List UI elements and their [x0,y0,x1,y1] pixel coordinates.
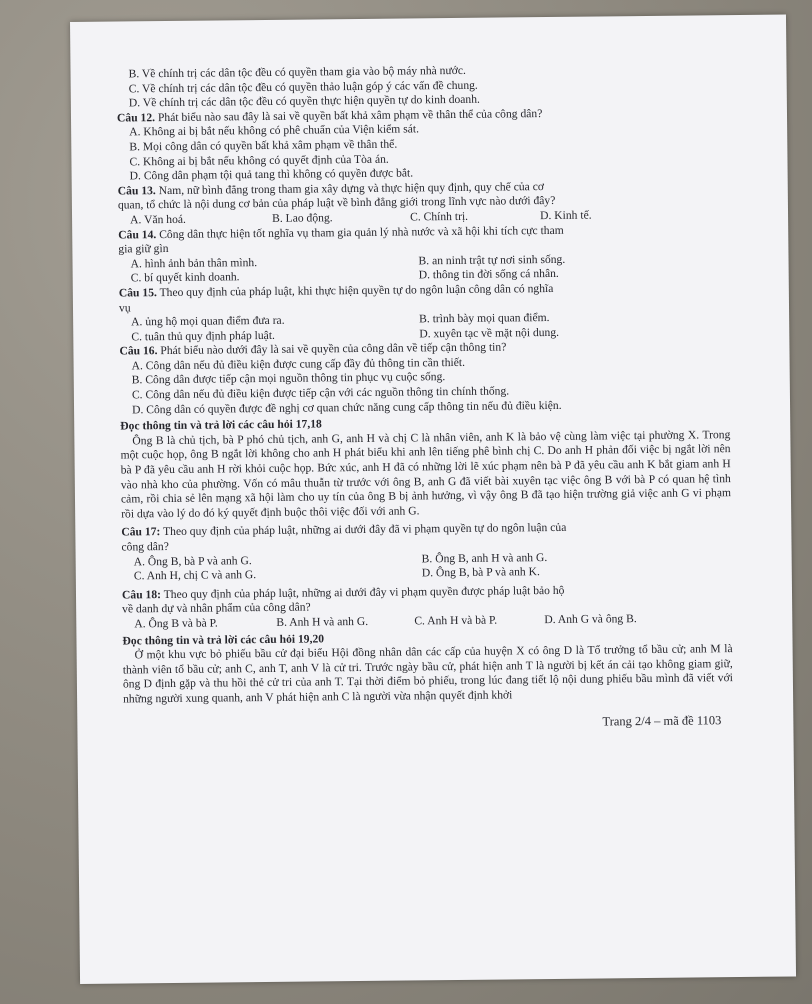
answer-16b: B. Công dân được tiếp cận mọi nguồn thông tin phục vụ cuộc sống. [131,370,446,387]
answer-17d: D. Ông B, bà P và anh K. [421,565,540,580]
answer-13c: C. Chính trị. [409,209,469,224]
q12-number: Câu 12. [116,110,156,125]
exam-paper [70,15,796,984]
answer-13b: B. Lao động. [271,211,333,225]
q13-number: Câu 13. [117,183,156,198]
answer-18c: C. Anh H và bà P. [414,613,498,628]
q18-text-2: về danh dự và nhân phẩm của công dân? [122,600,311,616]
page-footer: Trang 2/4 – mã đề 1103 [602,712,722,728]
answer-17b: B. Ông B, anh H và anh G. [421,550,548,565]
answer-14c: C. bí quyết kinh doanh. [130,270,240,285]
answer-13a: A. Văn hoá. [130,212,186,227]
q17-number: Câu 17: [121,525,161,539]
answer-12b: B. Mọi công dân có quyền bất khả xâm phạm về thân thể. [129,137,398,154]
q15-text-2: vụ [118,300,131,315]
answer-17c: C. Anh H, chị C và anh G. [133,568,257,583]
answer-18d: D. Anh G và ông B. [544,612,637,627]
answer-11b: B. Về chính trị các dân tộc đều có quyền tham gia vào bộ máy nhà nước. [128,63,466,81]
q12-text: Phát biểu nào sau đây là sai về quyền bất khả xâm phạm về thân thể của công dân? [157,106,543,124]
answer-15c: C. tuân thủ quy định pháp luật. [131,328,275,344]
section-passage-17-18: Ông B là chủ tịch, bà P phó chủ tịch, anh G, anh H và chị C là nhân viên, anh K là bảo vệ cùng làm việc tại phường X. Trong một cuộc họp, ông B ngắt lời không cho anh H phát biểu khi anh lên tiếng phê bình chị C. Do anh H phản đối việc bị ngắt lời nên bà P đã yêu cầu anh H rời khỏi cuộc họp. Bức xúc, anh H đã có những lời lẽ xúc phạm nên bà P đã yêu cầu anh K bắt giam anh H vào nhà kho của phường. Vốn có mâu thuẫn từ trước với ông B, anh G đã viết bài xuyên tạc việc ông B với bà P có quan hệ tình cảm, rồi chia sẻ lên mạng xã hội làm cho uy tín của ông B bị ảnh hưởng, vì vậy ông B đã tạo hiện trường giả việc anh G vi phạm rồi dựa vào lý do đó ký quyết định buộc thôi việc đối với anh G. [120,427,732,521]
answer-17a: A. Ông B, bà P và anh G. [133,553,252,568]
answer-11c: C. Về chính trị các dân tộc đều có quyền thảo luận góp ý các vấn đề chung. [128,78,478,95]
answer-14b: B. an ninh trật tự nơi sinh sống. [418,252,566,268]
answer-15d: D. xuyên tạc về mặt nội dung. [419,325,560,341]
answer-15b: B. trình bày mọi quan điểm. [419,311,550,326]
answer-15a: A. ủng hộ mọi quan điểm đưa ra. [131,313,285,329]
q16-number: Câu 16. [119,344,158,358]
answer-14a: A. hình ảnh bản thân mình. [130,255,258,271]
q15-number: Câu 15. [118,286,157,300]
answer-16a: A. Công dân nếu đủ điều kiện được cung cấp đầy đủ thông tin cần thiết. [131,355,466,373]
q14-text-2: gia giữ gìn [118,242,169,256]
answer-11d: D. Về chính trị các dân tộc đều có quyền thực hiện quyền tự do kinh doanh. [128,92,480,110]
answer-12d: D. Công dân phạm tội quả tang thì không có quyền được bắt. [129,166,414,183]
answer-13d: D. Kinh tế. [539,208,592,223]
answer-18b: B. Anh H và anh G. [276,614,369,629]
section-heading-19-20: Đọc thông tin và trả lời các câu hỏi 19,20 [122,631,325,648]
section-heading-17-18: Đọc thông tin và trả lời các câu hỏi 17,18 [120,417,322,433]
section-passage-19-20: Ở một khu vực bỏ phiếu bầu cử đại biểu Hội đồng nhân dân các cấp của huyện X có ông D là Tổ trưởng tổ bầu cử; anh M là thành viên tổ bầu cử; anh C, anh T, anh V là cử tri. Trước ngày bầu cử, phát hiện anh T là người bị kết án cải tạo không giam giữ, ông D định gặp và thu hồi thẻ cử tri của anh T. Tại thời điểm bỏ phiếu, trong lúc đang tiết lộ nội dung phiếu bầu mình đã viết với những người xung quanh, anh V phát hiện anh C là người vừa nhận quyết định khởi [122,642,733,706]
answer-12c: C. Không ai bị bắt nếu không có quyết định của Tòa án. [129,152,389,168]
q15-text-1: Theo quy định của pháp luật, khi thực hiện quyền tự do ngôn luận công dân có nghĩa [159,281,554,299]
answer-18a: A. Ông B và bà P. [134,616,218,631]
q13-text-2: quan, tổ chức là nội dung cơ bản của pháp luật về bình đẳng giới trong lĩnh vực nào dưới đây? [117,194,556,212]
q16-text: Phát biểu nào dưới đây là sai về quyền của công dân về tiếp cận thông tin? [160,340,507,358]
q17-text-1: Theo quy định của pháp luật, những ai dưới đây đã vi phạm quyền tự do ngôn luận của [162,521,567,539]
answer-14d: D. thông tin đời sống cá nhân. [418,267,559,282]
answer-12a: A. Không ai bị bắt nếu không có phê chuẩn của Viện kiểm sát. [129,122,420,139]
q13-text-1: Nam, nữ bình đẳng trong tham gia xây dựng và thực hiện quy định, quy chế của cơ [158,179,545,197]
q14-text-1: Công dân thực hiện tốt nghĩa vụ tham gia quản lý nhà nước và xã hội khi tích cực tham [159,223,564,241]
page-content [116,61,733,733]
q18-number: Câu 18: [121,587,162,602]
answer-16c: C. Công dân nếu đủ điều kiện được tiếp cận với các nguồn thông tin chính thống. [131,384,510,402]
q14-number: Câu 14. [118,227,157,242]
q17-text-2: công dân? [121,539,169,554]
answer-16d: D. Công dân có quyền được đề nghị cơ quan chức năng cung cấp thông tin nếu đủ điều kiện. [131,398,562,417]
q18-text-1: Theo quy định của pháp luật, những ai dưới đây vi phạm quyền được pháp luật bảo hộ [163,583,565,601]
